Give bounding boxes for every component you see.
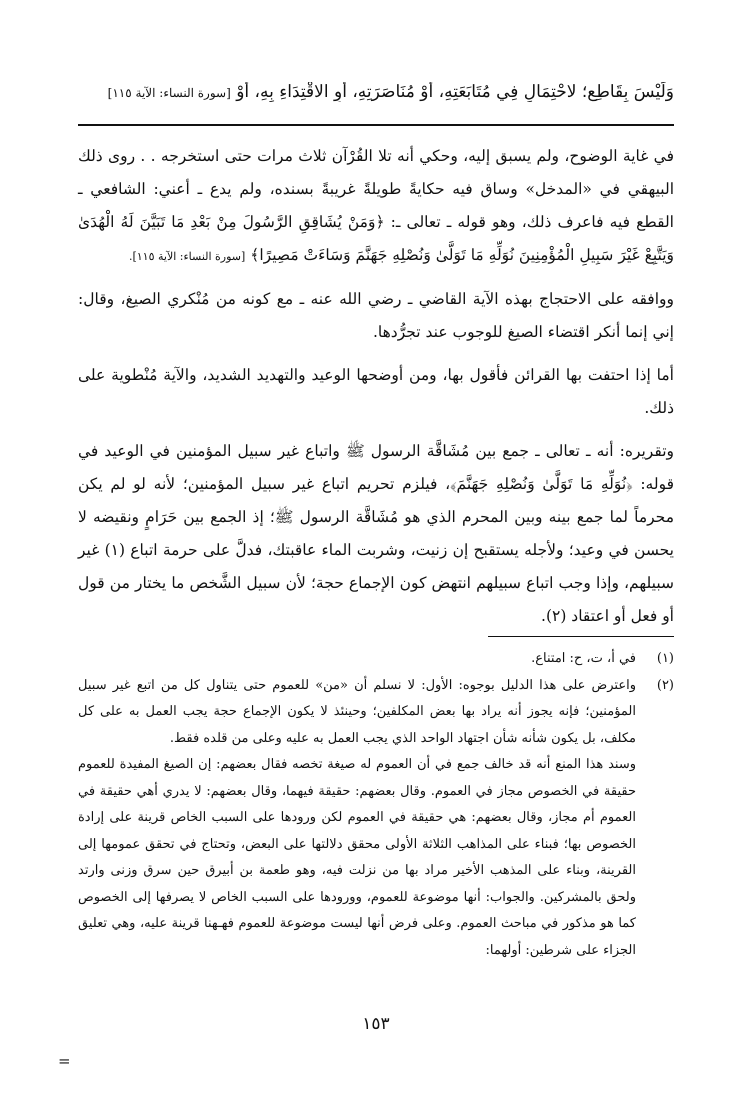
footnote-1 (78, 646, 674, 673)
footnote-text-continued: وسند هذا المنع أنه قد خالف جمع في أن العموم له صيغة تخصه فقال بعضهم: إن الصيغ المفيدة للعموم حقيقة في الخصوص مجاز في العموم. وقال بعضهم: حقيقة فيهما، وقال بعضهم: لا يدري أهي حقيقة في العموم أم مجاز، وقال بعضهم: هي حقيقة في العموم لكن ورودها على السبب الخاص قرينة على إرادة الخصوص بها؛ فبناء على المذاهب الثلاثة الأولى محقق دلالتها على البعض، وتحتاج في تحقق عمومها إلى القرينة، وبناء على المذهب الأخير مراد بها من نزلت فيه، وهو طعمة بن أبيرق حين سرق وزنى وارتد ولحق بالمشركين. والجواب: أنها موضوعة للعموم، وورودها على السبب الخاص لا يصرفها إلى الخصوص كما هو مذكور في مباحث العموم. وعلى فرض أنها ليست موضوعة للعموم فهـهنا قرينة عليه، وهي تعليق الجزاء على شرطين: أولهما: (78, 757, 636, 958)
header-verse-reference: [سورة النساء: الآية ١١٥] (107, 86, 231, 100)
footnote-rule (488, 636, 674, 637)
paragraph-3: أما إذا احتفت بها القرائن فأقول بها، ومن أوضحها الوعيد والتهديد الشديد، والآية مُنْطوية على ذلك. (78, 366, 674, 417)
footnotes (78, 646, 674, 964)
paragraph-2: ووافقه على الاحتجاج بهذه الآية القاضي ـ رضي الله عنه ـ مع كونه من مُنْكري الصيغ، وقال: إني إنما أنكر اقتضاء الصيغ للوجوب عند تجرُّدها. (78, 290, 674, 341)
continuation-mark: = (58, 1052, 71, 1070)
footnote-number: (١) (656, 651, 674, 666)
paragraph-4: وتقريره: أنه ـ تعالى ـ جمع بين مُشَاقَّة الرسول ﷺ واتباع غير سبيل المؤمنين في الوعيد في قوله: ﴿نُوَلِّهِ مَا تَوَلَّىٰ وَنُصْلِهِ جَهَنَّمَ﴾، فيلزم تحريم اتباع غير سبيل المؤمنين؛ لأنه لو لم يكن محرماً لما جمع بينه وبين المحرم الذي هو مُشَاقَّة الرسول ﷺ؛ إذ الجمع بين حَرَامٍ ونقيضه لا يحسن في وعيد؛ ولأجله يستقبح إن زنيت، وشربت الماء عاقبتك، فدلَّ على حرمة اتباع (١) غير سبيلهم، وإذا وجب اتباع سبيلهم انتهض كون الإجماع حجة؛ لأن سبيل الشَّخص ما يختار من قول أو فعل أو اعتقاد (٢). (78, 442, 674, 625)
footnote-text: في أ، ت، ح: امتناع. (531, 651, 636, 666)
paragraph-1-text: في غاية الوضوح، ولم يسبق إليه، وحكي أنه تلا القُرْآن ثلاث مرات حتى استخرجه . . روى ذلك البيهقي في «المدخل» وساق فيه حكايةً طويلةً غريبةً بسنده، ولم يدع ـ أعني: الشافعي ـ القطع فيه فاعرف ذلك، وهو قوله ـ تعالى ـ: ﴿وَمَنْ يُشَاقِقِ الرَّسُولَ مِنْ بَعْدِ مَا تَبَيَّنَ لَهُ الْهُدَىٰ وَيَتَّبِعْ غَيْرَ سَبِيلِ الْمُؤْمِنِينَ نُوَلِّهِ مَا تَوَلَّىٰ وَنُصْلِهِ جَهَنَّمَ وَسَاءَتْ مَصِيرًا﴾ (78, 147, 674, 264)
paragraph-1-verse-reference: [سورة النساء: الآية ١١٥]. (128, 250, 246, 263)
main-text (78, 140, 674, 643)
running-header (80, 82, 674, 102)
paragraph-1 (78, 140, 674, 273)
header-text: وَلَيْسَ بِقَاطِعٍ؛ لاحْتِمَالٍ فِي مُتَابَعَتِهِ، أَوْ مُنَاصَرَتِهِ، أَوِ الاقْتِدَاءِ بِهِ، أَوْ (236, 82, 674, 102)
footnote-text: واعترض على هذا الدليل بوجوه: الأول: لا نسلم أن «من» للعموم حتى يتناول كل من اتبع غير سبيل المؤمنين؛ فإنه يجوز أنه يراد بها بعض المكلفين؛ وحينئذ لا يكون الإجماع حجة يجب العمل به على كل مكلف، بل يكون شأنه شأن اجتهاد الواحد الذي يجب العمل به عليه وعلى من قلده فقط. (78, 677, 636, 746)
page-number: ١٥٣ (362, 1014, 390, 1034)
header-rule (78, 124, 674, 126)
footnote-number: (٢) (656, 677, 674, 693)
footnote-2 (78, 673, 674, 965)
